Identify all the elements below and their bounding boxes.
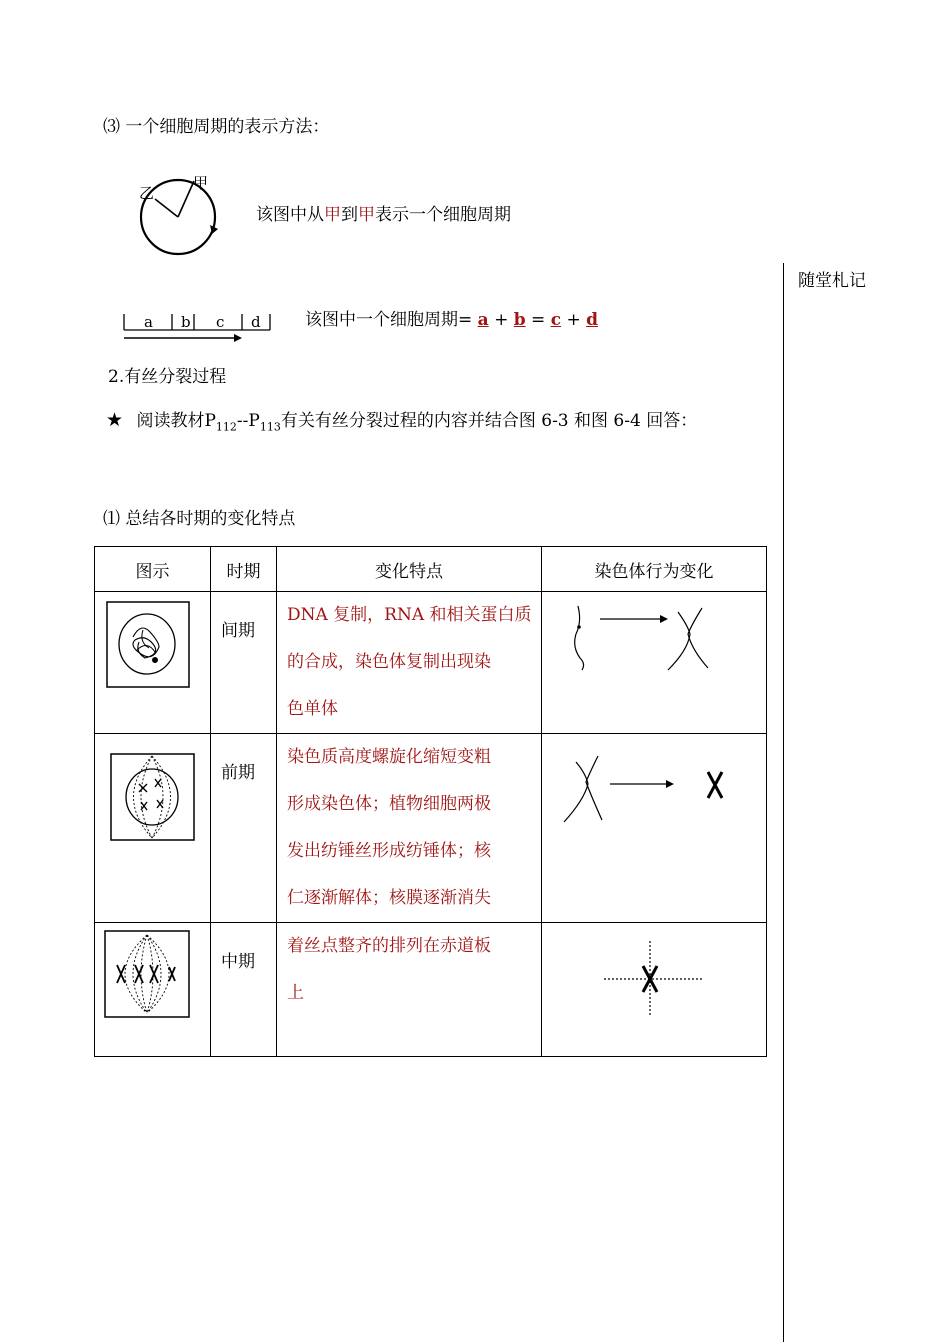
- reading-instruction: ★ 阅读教材$P_{112}--P_{113}$有关有丝分裂过程的内容并结合图 6-3 和图 6-4 回答：: [106, 409, 698, 434]
- table-heading: ⑴ 总结各时期的变化特点: [103, 509, 296, 529]
- interphase-cell-diagram: [95, 592, 211, 734]
- circle-label-yi: 乙: [139, 184, 155, 202]
- line-label-c: c: [216, 313, 225, 331]
- section2-heading: 2.有丝分裂过程: [108, 367, 227, 387]
- period-prophase: 前期: [211, 734, 277, 923]
- table-header-row: [95, 547, 767, 592]
- table-row: [95, 592, 767, 734]
- period-metaphase: 中期: [211, 923, 277, 1057]
- star-icon: ★: [106, 409, 124, 431]
- table-row: [95, 923, 767, 1057]
- chromosome-interphase: [542, 592, 767, 734]
- header-features: 变化特点: [277, 547, 542, 592]
- table-row: [95, 734, 767, 923]
- chromosome-metaphase: [542, 923, 767, 1057]
- period-interphase: 间期: [211, 592, 277, 734]
- sidebar-title: 随堂札记: [798, 271, 866, 291]
- chromosome-prophase: [542, 734, 767, 923]
- header-period: 时期: [211, 547, 277, 592]
- metaphase-cell-diagram: [95, 923, 211, 1057]
- line-label-d: d: [251, 313, 261, 331]
- prophase-cell-diagram: [95, 734, 211, 923]
- line-caption: 该图中一个细胞周期= a + b = c + d: [305, 310, 598, 330]
- header-chromosome: 染色体行为变化: [542, 547, 767, 592]
- circle-caption: 该图中从甲到甲表示一个细胞周期: [256, 205, 511, 225]
- features-prophase: 染色质高度螺旋化缩短变粗 形成染色体；植物细胞两极 发出纺锤丝形成纺锤体；核 仁逐渐解体；核膜逐渐消失: [277, 734, 542, 923]
- section3-heading: ⑶ 一个细胞周期的表示方法：: [103, 117, 330, 137]
- features-interphase: DNA 复制，RNA 和相关蛋白质 的合成，染色体复制出现染 色单体: [277, 592, 542, 734]
- features-metaphase: 着丝点整齐的排列在赤道板 上: [277, 923, 542, 1057]
- sidebar-divider: [783, 263, 784, 1342]
- line-label-a: a: [144, 313, 153, 331]
- header-diagram: 图示: [95, 547, 211, 592]
- line-label-b: b: [181, 313, 191, 331]
- mitosis-table: [94, 546, 767, 1057]
- circle-label-jia: 甲: [193, 174, 209, 192]
